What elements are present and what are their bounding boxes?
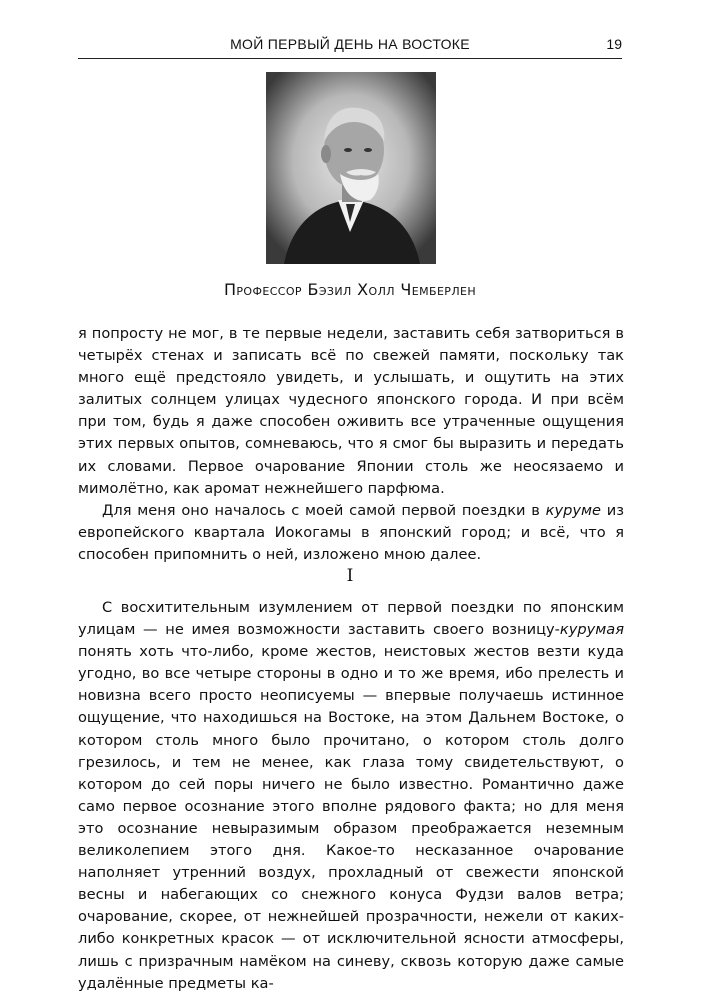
running-header <box>78 36 622 59</box>
running-head-title: МОЙ ПЕРВЫЙ ДЕНЬ НА ВОСТОКЕ <box>230 36 470 52</box>
italic-term: куруме <box>545 501 601 519</box>
paragraph <box>78 500 624 566</box>
paragraph <box>78 323 624 500</box>
text-run: С восхитительным изумлением от первой поездки по японским улицам — не имея возможности заставить своего возницу- <box>78 599 624 639</box>
section-number: I <box>346 566 354 586</box>
italic-term: курумая <box>559 621 624 639</box>
text-run: я попросту не мог, в те первые недели, заставить себя затвориться в четырёх стенах и записать всё по свежей памяти, поскольку так много ещё предстояло увидеть, и услышать, и ощутить на этих залитых солнцем улицах чудесного японского города. И при всём при том, будь я даже способен оживить все утраченные ощущения этих первых опытов, сомневаюсь, что я смог бы выразить и передать их словами. Первое очарование Японии столь же неосязаемо и мимолётно, как аромат нежнейшего парфюма. <box>78 325 624 497</box>
text-run: понять хоть что-либо, кроме жестов, неистовых жестов везти куда угодно, во все четыре стороны в одно и то же время, ибо прелесть и новизна всего просто неописуемы — впервые получаешь истинное ощущение, что находишься на Востоке, на этом Дальнем Востоке, о котором столь много было прочитано, о котором столь долго грезилось, и тем не менее, как глаза тому свидетельствуют, о котором до сей поры ничего не было известно. Романтично даже само первое осознание этого вполне рядового факта; но для меня это осознание невыразимым образом преображается неземным великолепием этого дня. Какое-то несказанное очарование наполняет утренний воздух, прохладный от свежести японской весны и набегающих со снежного конуса Фудзи валов ветра; очарование, скорее, от нежнейшей прозрачности, нежели от каких-либо конкретных красок — от исключительной ясности атмосферы, лишь с призрачным намёком на синеву, сквозь которую даже самые удалённые предметы ка- <box>78 643 624 992</box>
portrait-photo <box>266 72 436 264</box>
text-run: из европейского квартала Иокогамы в японский город; и всё, что я способен припомнить о ней, изложено мною далее. <box>78 501 624 563</box>
paragraph <box>78 597 624 995</box>
figure-caption: Профессор Бэзил Холл Чемберлен <box>223 280 477 299</box>
body-text-after <box>78 597 624 995</box>
text-run: Для меня оно началось с моей самой первой поездки в <box>102 501 546 519</box>
body-text-before <box>78 323 624 566</box>
page-number: 19 <box>606 36 622 52</box>
